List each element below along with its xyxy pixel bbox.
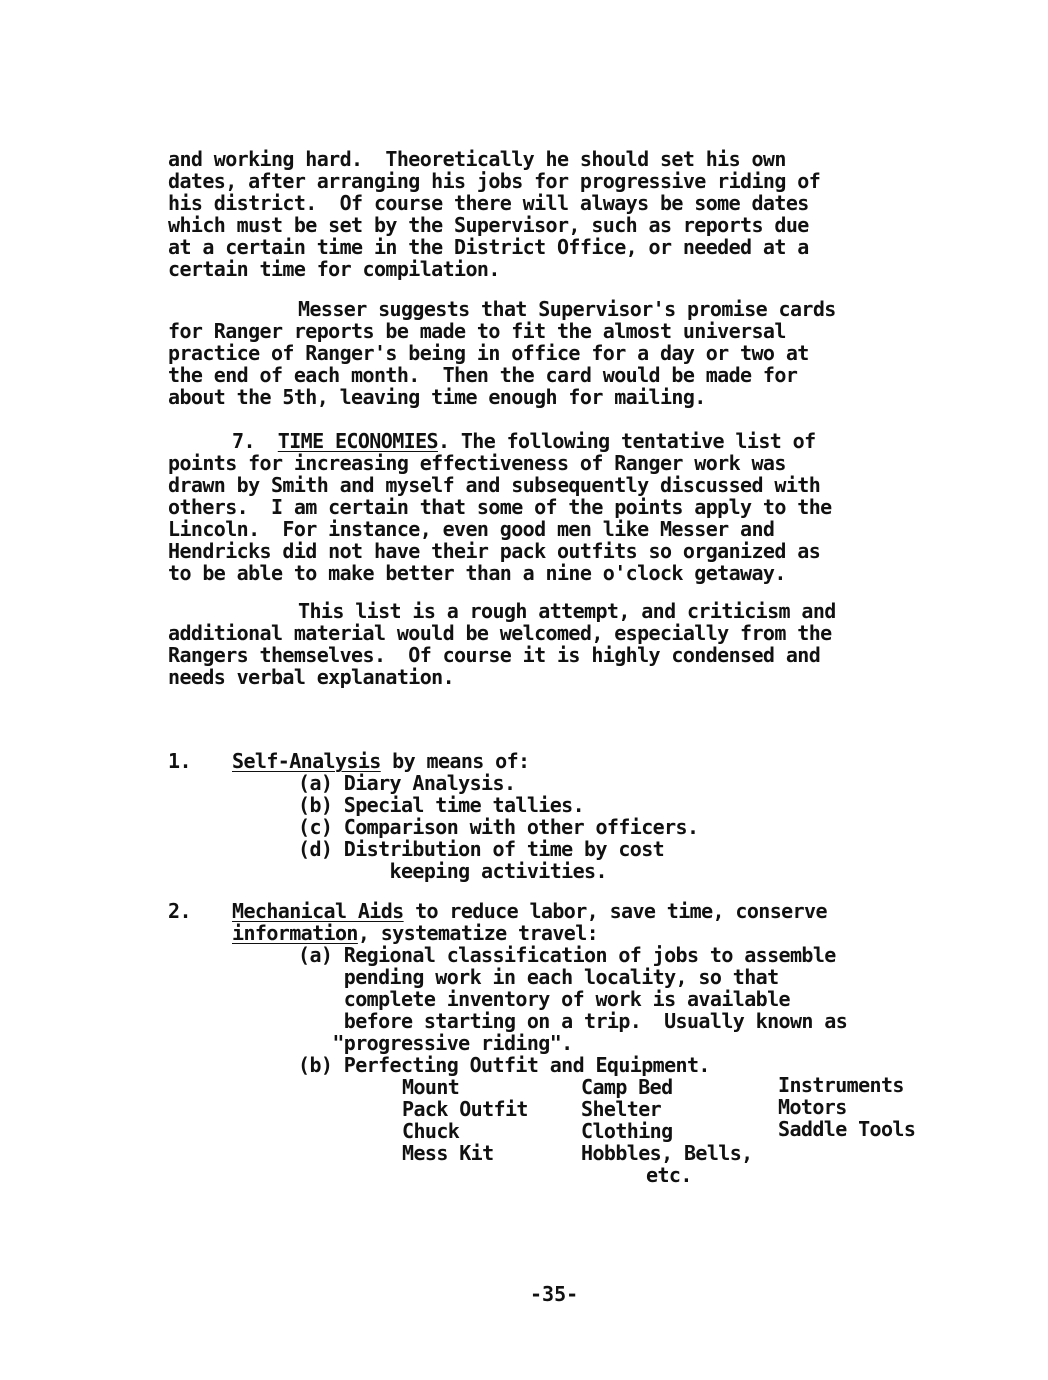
paragraph1-line-6: certain time for compilation. [168, 257, 500, 281]
item1-subitem-a: (a) Diary Analysis. [298, 771, 516, 795]
item2-number: 2. [168, 899, 191, 923]
equipment-etc: etc. [646, 1163, 692, 1187]
item1-subitem-c: (c) Comparison with other officers. [298, 815, 699, 839]
item1-heading: Self-Analysis [232, 749, 381, 773]
equipment-camp-bed: Camp Bed [581, 1075, 673, 1099]
equipment-hobbles-bells: Hobbles, Bells, [581, 1141, 753, 1165]
equipment-mess-kit: Mess Kit [402, 1141, 494, 1165]
item2-sub-a-line-2: pending work in each locality, so that [298, 965, 779, 989]
paragraph2-line-3: practice of Ranger's being in office for a day or two at [168, 341, 809, 365]
section7-line-7: to be able to make better than a nine o'clock getaway. [168, 561, 786, 585]
paragraph2-line-2: for Ranger reports be made to fit the almost universal [168, 319, 786, 343]
paragraph1-line-5: at a certain time in the District Office, or needed at a [168, 235, 809, 259]
section7-number: 7. [232, 429, 255, 453]
item1-subitem-b: (b) Special time tallies. [298, 793, 585, 817]
paragraph2-line-4: the end of each month. Then the card would be made for [168, 363, 798, 387]
equipment-clothing: Clothing [581, 1119, 673, 1143]
item2-rest2: , systematize travel: [357, 921, 599, 945]
item2-sub-a-line-5: "progressive riding". [298, 1031, 573, 1055]
item2-rest: to reduce labor, save time, conserve [403, 899, 827, 923]
paragraph4-line-1: This list is a rough attempt, and criticism and [298, 599, 836, 623]
item2-heading2: information [232, 921, 358, 945]
equipment-instruments: Instruments [778, 1073, 904, 1097]
equipment-mount: Mount [402, 1075, 460, 1099]
section7-line-2: points for increasing effectiveness of Ranger work was [168, 451, 786, 475]
paragraph2-line-1: Messer suggests that Supervisor's promise cards [298, 297, 836, 321]
section7-heading: TIME ECONOMIES [277, 429, 438, 453]
item2-sub-a-line-4: before starting on a trip. Usually known as [298, 1009, 848, 1033]
paragraph2-line-5: about the 5th, leaving time enough for mailing. [168, 385, 706, 409]
paragraph1-line-1: and working hard. Theoretically he should set his own [168, 147, 786, 171]
section7-first-line-rest: . The following tentative list of [437, 429, 816, 453]
item1-heading-line [232, 750, 529, 772]
page-number: -35- [530, 1282, 579, 1306]
item2-heading: Mechanical Aids [232, 899, 404, 923]
item1-number: 1. [168, 749, 191, 773]
paragraph1-line-3: his district. Of course there will always be some dates [168, 191, 809, 215]
equipment-shelter: Shelter [581, 1097, 662, 1121]
item2-heading-line-2 [232, 922, 598, 944]
section7-line-5: Lincoln. For instance, even good men like Messer and [168, 517, 775, 541]
section7-first-line [232, 430, 816, 452]
paragraph4-line-2: additional material would be welcomed, especially from the [168, 621, 832, 645]
section7-line-4: others. I am certain that some of the points apply to the [168, 495, 832, 519]
item2-sub-a-line-1: (a) Regional classification of jobs to assemble [298, 943, 836, 967]
paragraph4-line-4: needs verbal explanation. [168, 665, 455, 689]
item1-subitem-d: (d) Distribution of time by cost [298, 837, 665, 861]
item1-subitem-d-cont: keeping activities. [298, 859, 607, 883]
item2-heading-line [232, 900, 827, 922]
equipment-saddle-tools: Saddle Tools [778, 1117, 916, 1141]
equipment-pack-outfit: Pack Outfit [402, 1097, 528, 1121]
paragraph1-line-4: which must be set by the Supervisor, such as reports due [168, 213, 809, 237]
paragraph4-line-3: Rangers themselves. Of course it is highly condensed and [168, 643, 821, 667]
paragraph1-line-2: dates, after arranging his jobs for progressive riding of [168, 169, 821, 193]
item2-sub-b: (b) Perfecting Outfit and Equipment. [298, 1053, 710, 1077]
item2-sub-a-line-3: complete inventory of work is available [298, 987, 790, 1011]
item1-rest: by means of: [380, 749, 530, 773]
section7-line-3: drawn by Smith and myself and subsequently discussed with [168, 473, 821, 497]
equipment-chuck: Chuck [402, 1119, 460, 1143]
equipment-motors: Motors [778, 1095, 847, 1119]
section7-line-6: Hendricks did not have their pack outfits so organized as [168, 539, 821, 563]
